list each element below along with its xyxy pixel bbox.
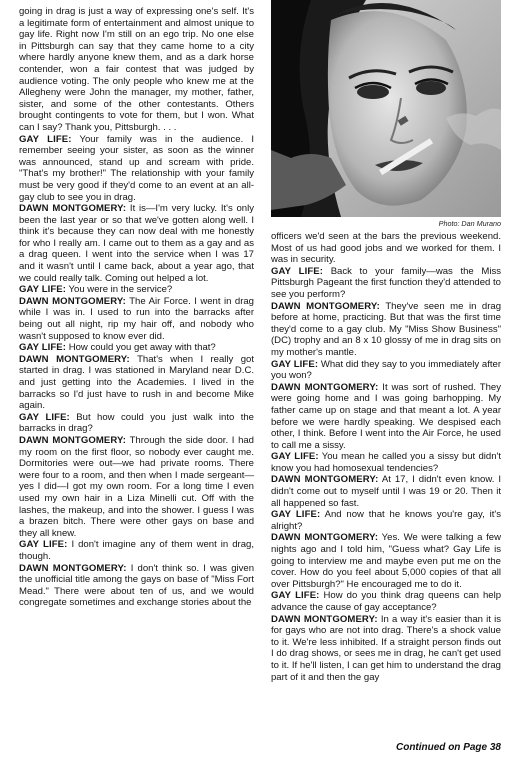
- paragraph: [19, 539, 254, 562]
- paragraph-text: What did they say to you immediately after you won?: [271, 358, 501, 382]
- speaker-label: GAY LIFE:: [271, 590, 320, 602]
- paragraph-text: In a way it's easier than it is for gays who are not into drag. There's a shock value to it. We're less inhibited. If a straight person finds out I do drag shows, or sees me in drag, he can't get used to it. If he'll listen, I can get him to understand the drag part of it and then the gay: [271, 613, 502, 683]
- paragraph-text: I don't imagine any of them went in drag, though.: [19, 539, 254, 562]
- speaker-label: DAWN MONTGOMERY:: [19, 353, 130, 365]
- speaker-label: DAWN MONTGOMERY:: [19, 562, 127, 574]
- paragraph-text: The Air Force. I went in drag while I was in. I used to run into the barracks after being out all night, rip my hair off, and nobody who wasn't supposed to know ever did.: [19, 295, 254, 342]
- speaker-label: GAY LIFE:: [19, 411, 70, 423]
- continued-on-page: Continued on Page 38: [395, 742, 501, 753]
- paragraph: [19, 412, 254, 435]
- paragraph-text: It is—I'm very lucky. It's only been the last year or so that we've gotten along well. I think it's because they can now deal with me honestly for who I really am. I came out to them as a gay and as a drag queen. I went into the service when I was 17 and it wasn't until I came back, about a year ago, that we could really talk. Coming out helped a lot.: [19, 203, 254, 284]
- photo-credit: Photo: Dan Murano: [438, 219, 501, 228]
- speaker-label: GAY LIFE:: [19, 539, 68, 551]
- paragraph-text: Your family was in the audience. I remember seeing your sister, as soon as the winner was announced, stand up and scream with pride. "That's my brother!" The relationship with your family must be very good if they'd come to an event at an all-gay club to see you in drag.: [19, 133, 255, 203]
- paragraph: [19, 134, 254, 204]
- paragraph-text: At 17, I didn't even know. I didn't come out to myself until I was 19 or 20. Then it all happened so fast.: [271, 474, 501, 509]
- paragraph: [19, 284, 254, 296]
- speaker-label: DAWN MONTGOMERY:: [19, 203, 127, 215]
- paragraph: [271, 474, 501, 509]
- paragraph-text: They've seen me in drag before at home, practicing. But that was the first time they'd come to a gay club. My "Miss Show Business" (DC) trophy and an 8 x 10 glossy of me in drag sits on my mother's mantle.: [271, 300, 502, 358]
- paragraph-text: officers we'd seen at the bars the previous weekend. Most of us had good jobs and we worked for them. I was in security.: [271, 231, 501, 266]
- speaker-label: DAWN MONTGOMERY:: [271, 381, 379, 393]
- paragraph-text: You were in the service?: [68, 284, 173, 296]
- paragraph: [271, 590, 501, 613]
- paragraph: [271, 382, 501, 452]
- paragraph-text: going in drag is just a way of expressing one's self. It's a legitimate form of entertainment and almost unique to gay life. Right now I'm still on an ego trip. No one else in Pittsburgh can say that they came home to a city where hardly anyone knew them, and as a dark horse contender, won a fair contest that was judged by audience voting. The only people who knew me at the Allegheny were John the manager, my mother, father, sister, and some of the other contestants. Others brought contingents to vote for them, but I won. What can I say? Thank you, Pittsburgh. . . .: [19, 6, 254, 133]
- paragraph-text: Yes. We were talking a few nights ago and I told him, "Guess what? Gay Life is going to interview me and maybe even put me on the cover. How do you feel about 5,000 copies of that all over Pittsburgh?" He encouraged me to do it.: [271, 532, 501, 590]
- paragraph: [19, 342, 254, 354]
- paragraph-text: That's when I really got started in drag. I was stationed in Maryland near D.C. and just getting into the Academies. I lived in the barracks so I'd just have to rush in and become Mike again.: [19, 353, 255, 412]
- paragraph-text: Through the side door. I had my room on the first floor, so nobody ever caught me. Dormitories were out—we had private rooms. There were four to a room, and then when I made sergeant—yes I did—I got my own room. For a long time I even used my own hair in a Liza Minelli cut. Off with the lashes, the makeup, and into the shower. I guess I was a brazen bitch. There were other gays on base and they all knew.: [19, 434, 254, 539]
- portrait-photo: [271, 0, 501, 217]
- speaker-label: DAWN MONTGOMERY:: [19, 295, 126, 307]
- paragraph: [271, 451, 501, 474]
- speaker-label: GAY LIFE:: [19, 133, 72, 145]
- right-column: [271, 231, 501, 683]
- paragraph: [271, 532, 501, 590]
- speaker-label: DAWN MONTGOMERY:: [271, 532, 379, 544]
- paragraph: [271, 614, 501, 684]
- speaker-label: DAWN MONTGOMERY:: [271, 300, 380, 312]
- speaker-label: DAWN MONTGOMERY:: [271, 613, 378, 625]
- paragraph: [19, 354, 254, 412]
- paragraph-text: How could you get away with that?: [68, 342, 216, 354]
- speaker-label: GAY LIFE:: [271, 509, 321, 521]
- paragraph: [271, 509, 501, 532]
- paragraph-text: You mean he called you a sissy but didn't know you had homosexual tendencies?: [271, 451, 501, 474]
- paragraph-text: But how could you just walk into the barracks in drag?: [19, 411, 254, 435]
- paragraph-text: I don't think so. I was given the unofficial title among the gays on base of "Miss Fort Mead." There were about ten of us, and we would congregate sometimes and exchange stories about the: [19, 562, 255, 609]
- paragraph: [19, 203, 254, 284]
- paragraph: [19, 296, 254, 342]
- left-column: [19, 6, 254, 609]
- paragraph: [271, 359, 501, 382]
- paragraph: [271, 266, 501, 301]
- speaker-label: GAY LIFE:: [271, 358, 319, 370]
- portrait-image: [271, 0, 501, 217]
- paragraph: [19, 435, 254, 539]
- paragraph-text: It was sort of rushed. They were going home and I was going barhopping. My father came up on stage and that meant a lot. A year before we were hardly speaking. We despised each other, I think. Before I went into the Air Force, he used to call me a sissy.: [271, 381, 501, 451]
- paragraph: [19, 6, 254, 134]
- paragraph-text: And now that he knows you're gay, it's alright?: [271, 509, 501, 532]
- paragraph: [19, 563, 254, 609]
- speaker-label: GAY LIFE:: [19, 284, 67, 296]
- speaker-label: DAWN MONTGOMERY:: [271, 474, 379, 486]
- speaker-label: GAY LIFE:: [271, 451, 319, 463]
- speaker-label: GAY LIFE:: [19, 342, 67, 354]
- paragraph: [271, 301, 501, 359]
- speaker-label: GAY LIFE:: [271, 265, 324, 277]
- speaker-label: DAWN MONTGOMERY:: [19, 434, 127, 446]
- paragraph-text: How do you think drag queens can help advance the cause of gay acceptance?: [271, 590, 502, 613]
- paragraph-text: Back to your family—was the Miss Pittsburgh Pageant the first function they'd attended to see you perform?: [271, 265, 501, 300]
- paragraph: [271, 231, 501, 266]
